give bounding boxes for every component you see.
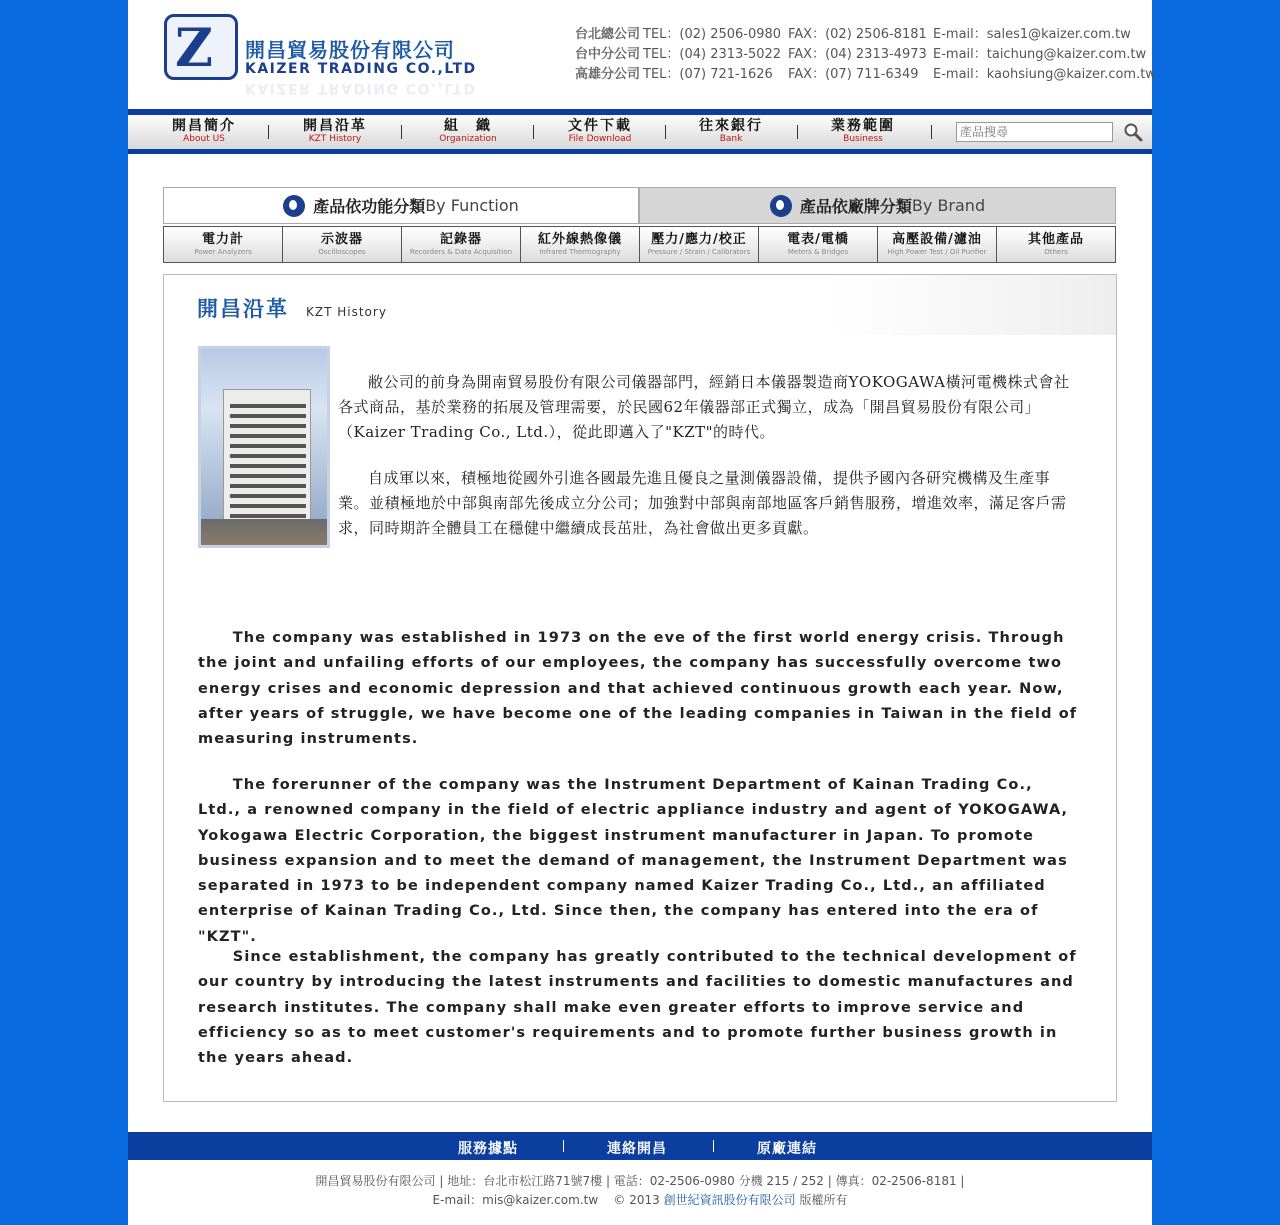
category-label-en: Oscilloscopes: [318, 248, 366, 256]
nav-separator: [533, 125, 534, 139]
nav-label-zh: 業務範圍: [831, 118, 895, 134]
branch-name: 台中分公司: [575, 47, 641, 62]
branch-email[interactable]: E-mail：taichung@kaizer.com.tw: [933, 47, 1147, 62]
company-building-photo: [198, 346, 330, 548]
nav-label-zh: 開昌簡介: [172, 118, 236, 134]
category-label-en: Infrared Thermography: [539, 248, 621, 256]
category-label-en: Pressure / Strain / Calibrators: [647, 248, 751, 256]
contact-row-taichung: [575, 45, 1156, 65]
category-label-zh: 電力計: [201, 232, 244, 247]
cursor-icon: [770, 195, 792, 217]
street-illustration: [201, 519, 327, 545]
footer-link-locations[interactable]: 服務據點: [458, 1141, 518, 1157]
contact-row-kaohsiung: [575, 65, 1156, 85]
branch-tel: TEL：(02) 2506-0980: [643, 27, 782, 42]
nav-separator: [931, 125, 932, 139]
company-name-en: KAIZER TRADING CO.,LTD: [245, 61, 477, 77]
nav-label-en: Business: [843, 134, 883, 144]
page-title-en: KZT History: [306, 305, 387, 319]
branch-email[interactable]: E-mail：kaohsiung@kaizer.com.tw: [933, 67, 1156, 82]
tab-function-zh: 產品依功能分類: [313, 197, 426, 216]
tab-function-en: By Function: [425, 196, 519, 215]
branch-fax: FAX：(04) 2313-4973: [788, 47, 927, 62]
nav-label-en: Organization: [439, 134, 497, 144]
footer-copyright: © 2013: [613, 1193, 660, 1207]
company-name-zh: 開昌貿易股份有限公司: [245, 38, 455, 62]
nav-label-en: File Download: [568, 134, 632, 144]
nav-organization[interactable]: [403, 118, 533, 145]
nav-label-en: About US: [183, 134, 225, 144]
branch-fax: FAX：(02) 2506-8181: [788, 27, 927, 42]
tab-by-brand[interactable]: [639, 187, 1116, 224]
company-name-reflection: KAIZER TRADING CO.,LTD: [245, 80, 477, 96]
footer-nav: [128, 1132, 1152, 1160]
category-label-en: Power Analyzers: [194, 248, 252, 256]
footer-copyright-line: [128, 1191, 1152, 1210]
category-label-en: Meters & Bridges: [787, 248, 849, 256]
footer-separator: [563, 1140, 564, 1152]
tab-brand-zh: 產品依廠牌分類: [799, 197, 912, 216]
main-nav: [128, 109, 1152, 155]
footer-creator-link[interactable]: 創世紀資訊股份有限公司: [663, 1193, 796, 1207]
footer-link-contact[interactable]: 連絡開昌: [607, 1141, 667, 1157]
contact-info: [575, 25, 1156, 85]
page-title-zh: 開昌沿革: [197, 297, 289, 321]
footer-link-partners[interactable]: 原廠連結: [757, 1141, 817, 1157]
history-paragraph-en: The forerunner of the company was the Instrument Department of Kainan Trading Co., Ltd., a renowned company in the field of electric appliance industry and agent of YOKOGAWA, Yokogawa Electric Corporation, the biggest instrument manufacturer in Japan. To promote business expansion and to meet the demand of management, the Instrument Department was separated in 1973 to be independent company named Kaizer Trading Co., Ltd., an affiliated enterprise of Kainan Trading Co., Ltd. Since then, the company has entered into the era of "KZT".: [198, 777, 1069, 945]
category-label-en: Others: [1044, 248, 1068, 256]
history-paragraph-en: The company was established in 1973 on the eve of the first world energy crisis. Through the joint and unfailing efforts of our employees, the company has successfully overcome two energy crises and economic depression and that achieved continuous growth each year. Now, after years of struggle, we have become one of the leading companies in Taiwan in the field of measuring instruments.: [198, 630, 1078, 748]
footer-separator: [713, 1140, 714, 1152]
nav-business[interactable]: [798, 118, 928, 145]
nav-label-zh: 開昌沿革: [303, 118, 367, 134]
category-pressure-strain[interactable]: [640, 227, 759, 262]
history-paragraph-zh: 敝公司的前身為開南貿易股份有限公司儀器部門，經銷日本儀器製造商YOKOGAWA橫河電機株式會社各式商品，基於業務的拓展及管理需要，於民國62年儀器部正式獨立，成為「開昌貿易股份有限公司」（Kaizer Trading Co., Ltd.），從此即邁入了"KZT"的時代。: [338, 373, 1070, 441]
category-label-zh: 紅外線熱像儀: [537, 232, 622, 247]
branch-fax: FAX：(07) 711-6349: [788, 67, 919, 82]
branch-name: 高雄分公司: [575, 67, 641, 82]
search-button[interactable]: [1123, 122, 1143, 142]
product-search-input[interactable]: [956, 122, 1113, 142]
branch-tel: TEL：(07) 721-1626: [643, 67, 773, 82]
category-label-zh: 其他產品: [1027, 232, 1084, 247]
branch-email[interactable]: E-mail：sales1@kaizer.com.tw: [933, 27, 1131, 42]
category-label-en: High Power Test / Oil Purifier: [887, 248, 987, 256]
category-infrared-thermography[interactable]: [521, 227, 640, 262]
company-logo[interactable]: [164, 14, 238, 80]
category-others[interactable]: [997, 227, 1115, 262]
nav-bottom-stripe: [128, 149, 1152, 154]
content-header: [164, 275, 1116, 335]
category-recorders[interactable]: [402, 227, 521, 262]
category-label-zh: 記錄器: [439, 232, 482, 247]
nav-label-en: Bank: [719, 134, 743, 144]
category-label-zh: 高壓設備/濾油: [892, 232, 982, 247]
category-bar: [163, 226, 1116, 263]
tab-by-function[interactable]: [163, 187, 639, 224]
category-label-en: Recorders & Data Acquisition: [409, 248, 513, 256]
tab-brand-en: By Brand: [911, 196, 986, 215]
footer-email[interactable]: E-mail：mis@kaizer.com.tw: [432, 1193, 599, 1207]
category-label-zh: 壓力/應力/校正: [651, 232, 747, 247]
building-illustration: [223, 389, 311, 529]
search-icon: [1123, 122, 1143, 142]
footer-address-line: 開昌貿易股份有限公司 | 地址：台北市松江路71號7樓 | 電話：02-2506-0980 分機 215 / 252 | 傳真：02-2506-8181 |: [315, 1174, 965, 1188]
history-content: [163, 274, 1117, 1102]
nav-separator: [268, 125, 269, 139]
category-oscilloscopes[interactable]: [283, 227, 402, 262]
history-paragraph-en: Since establishment, the company has greatly contributed to the technical development of our country by introducing the latest instruments and facilities to domestic manufactures and research institutes. The company shall make even greater efforts to improve service and efficiency so as to meet customer's requirements and to promote further business growth in the years ahead.: [198, 949, 1077, 1067]
nav-label-zh: 文件下載: [568, 118, 632, 134]
category-power-analyzers[interactable]: [164, 227, 283, 262]
category-label-zh: 示波器: [320, 232, 363, 247]
nav-history[interactable]: [270, 118, 400, 145]
footer-rights: 版權所有: [799, 1193, 848, 1207]
nav-file-download[interactable]: [535, 118, 665, 145]
category-label-zh: 電表/電橋: [787, 232, 849, 247]
history-paragraph-zh: 自成軍以來，積極地從國外引進各國最先進且優良之量測儀器設備，提供予國內各研究機構及生產事業。並積極地於中部與南部先後成立分公司；加強對中部與南部地區客戶銷售服務，增進效率，滿足客戶需求，同時期許全體員工在穩健中繼續成長茁壯，為社會做出更多貢獻。: [338, 469, 1067, 537]
branch-name: 台北總公司: [575, 27, 641, 42]
nav-about[interactable]: [139, 118, 269, 145]
product-category-tabs: [163, 187, 1116, 224]
cursor-icon: [283, 195, 305, 217]
nav-label-zh: 組 織: [444, 118, 492, 134]
nav-separator: [401, 125, 402, 139]
nav-label-zh: 往來銀行: [699, 118, 763, 134]
logo-mark-k: Z: [175, 18, 213, 79]
nav-bank[interactable]: [666, 118, 796, 145]
category-high-power-test[interactable]: [878, 227, 997, 262]
footer-info: [128, 1172, 1152, 1210]
contact-row-taipei: [575, 25, 1156, 45]
page: [128, 0, 1156, 1225]
nav-label-en: KZT History: [308, 134, 362, 144]
category-meters-bridges[interactable]: [759, 227, 878, 262]
branch-tel: TEL：(04) 2313-5022: [643, 47, 782, 62]
